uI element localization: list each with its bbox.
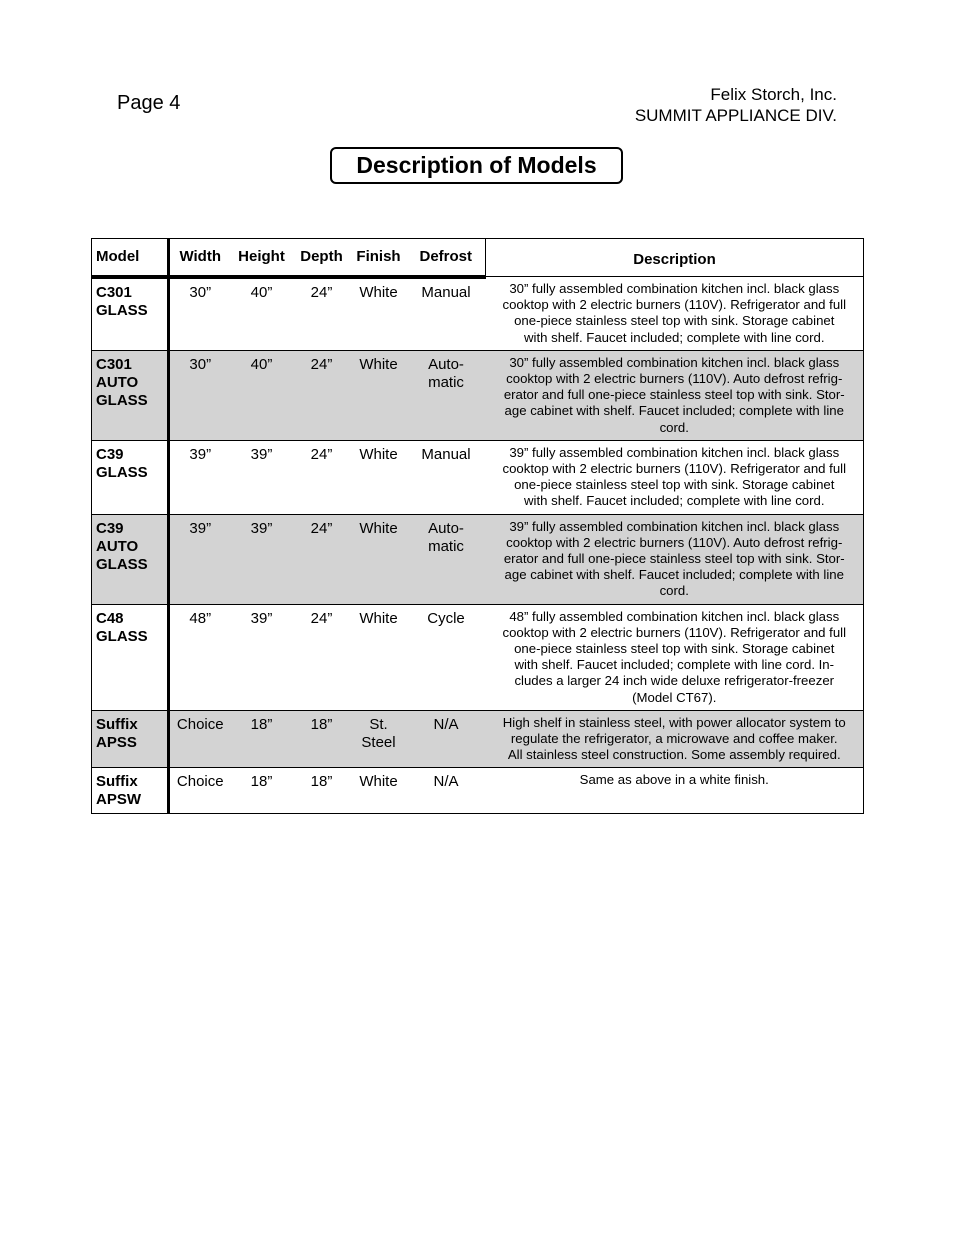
cell-model — [92, 277, 169, 351]
cell-description — [486, 768, 864, 814]
company-line-2: SUMMIT APPLIANCE DIV. — [634, 106, 837, 125]
company-line-1: Felix Storch, Inc. — [710, 85, 837, 104]
model-text: C39 — [96, 519, 124, 537]
cell-width — [169, 440, 231, 514]
model-text: GLASS — [96, 391, 148, 409]
description-text: regulate the refrigerator, a microwave and coffee maker. — [510, 731, 838, 747]
description-text: with shelf. Faucet included; complete with line cord. — [523, 493, 825, 509]
table-body — [92, 277, 864, 814]
description-text: erator and full one-piece stainless steel top with sink. Stor- — [503, 551, 845, 567]
cell-defrost — [407, 768, 486, 814]
cell-defrost — [407, 710, 486, 768]
width-text: 30” — [189, 355, 212, 373]
description-text: cooktop with 2 electric burners (110V). Refrigerator and full — [502, 624, 847, 640]
height-text: 39” — [250, 609, 273, 627]
height-text: 40” — [250, 355, 273, 373]
height-text: 18” — [250, 715, 273, 733]
column-header-depth: Depth — [293, 239, 351, 277]
width-text: 39” — [189, 445, 212, 463]
cell-finish — [351, 604, 407, 710]
cell-description — [486, 440, 864, 514]
column-header-finish: Finish — [351, 239, 407, 277]
model-text: C48 — [96, 609, 124, 627]
model-text: AUTO — [96, 373, 139, 391]
cell-depth — [293, 277, 351, 351]
cell-depth — [293, 604, 351, 710]
model-text: Suffix — [96, 715, 138, 733]
column-header-width: Width — [169, 239, 231, 277]
defrost-text: Manual — [421, 283, 471, 301]
cell-finish — [351, 277, 407, 351]
depth-text: 24” — [310, 609, 333, 627]
defrost-text: matic — [428, 373, 464, 391]
description-text: erator and full one-piece stainless steel top with sink. Stor- — [503, 387, 845, 403]
depth-text: 24” — [310, 519, 333, 537]
finish-text: St. — [369, 715, 388, 733]
description-text: cooktop with 2 electric burners (110V). Refrigerator and full — [502, 297, 847, 313]
description-text: one-piece stainless steel top with sink. Storage cabinet — [514, 477, 835, 493]
cell-model — [92, 440, 169, 514]
description-text: one-piece stainless steel top with sink. Storage cabinet — [514, 641, 835, 657]
height-text: 18” — [250, 773, 273, 791]
cell-depth — [293, 350, 351, 440]
width-text: Choice — [176, 715, 224, 733]
cell-width — [169, 768, 231, 814]
finish-text: White — [359, 773, 398, 791]
cell-height — [231, 768, 293, 814]
model-text: GLASS — [96, 627, 148, 645]
cell-height — [231, 710, 293, 768]
cell-depth — [293, 710, 351, 768]
cell-height — [231, 350, 293, 440]
cell-defrost — [407, 440, 486, 514]
finish-text: White — [359, 519, 398, 537]
table-row — [92, 350, 864, 440]
cell-finish — [351, 514, 407, 604]
description-text: cord. — [659, 583, 689, 599]
depth-text: 24” — [310, 283, 333, 301]
cell-defrost — [407, 514, 486, 604]
depth-text: 18” — [310, 773, 333, 791]
width-text: 30” — [189, 283, 212, 301]
width-text: Choice — [176, 773, 224, 791]
description-text: 30” fully assembled combination kitchen incl. black glass — [509, 281, 840, 296]
cell-height — [231, 514, 293, 604]
table-row — [92, 768, 864, 814]
cell-description — [486, 514, 864, 604]
model-text: C301 — [96, 283, 132, 301]
column-header-model: Model — [92, 239, 169, 277]
model-text: GLASS — [96, 463, 148, 481]
defrost-text: Manual — [421, 445, 471, 463]
description-text: 39” fully assembled combination kitchen incl. black glass — [509, 518, 840, 534]
cell-finish — [351, 768, 407, 814]
description-text: with shelf. Faucet included; complete with line cord. — [523, 329, 825, 345]
cell-description — [486, 710, 864, 768]
cell-description — [486, 604, 864, 710]
table-row — [92, 710, 864, 768]
finish-text: White — [359, 609, 398, 627]
description-text: 30” fully assembled combination kitchen incl. black glass — [509, 354, 840, 370]
finish-text: White — [359, 355, 398, 373]
cell-depth — [293, 440, 351, 514]
cell-model — [92, 514, 169, 604]
model-text: Suffix — [96, 773, 138, 791]
cell-finish — [351, 440, 407, 514]
model-text: GLASS — [96, 301, 148, 319]
model-text: C301 — [96, 355, 132, 373]
cell-width — [169, 710, 231, 768]
cell-width — [169, 350, 231, 440]
cell-height — [231, 440, 293, 514]
defrost-text: Auto- — [428, 355, 464, 373]
model-text: C39 — [96, 445, 124, 463]
cell-finish — [351, 710, 407, 768]
model-text: APSS — [96, 733, 137, 751]
page-number: Page 4 — [117, 92, 181, 114]
description-text: (Model CT67). — [632, 689, 717, 705]
column-header-description: Description — [486, 239, 864, 277]
cell-defrost — [407, 350, 486, 440]
finish-text: Steel — [361, 733, 396, 751]
defrost-text: N/A — [433, 773, 459, 791]
description-text: age cabinet with shelf. Faucet included; complete with line — [504, 567, 844, 583]
description-text: cooktop with 2 electric burners (110V). Auto defrost refrig- — [506, 534, 843, 550]
description-text: 39” fully assembled combination kitchen incl. black glass — [509, 444, 840, 460]
description-text: cludes a larger 24 inch wide deluxe refrigerator-freezer — [514, 673, 835, 689]
model-text: GLASS — [96, 555, 148, 573]
description-text: 48” fully assembled combination kitchen incl. black glass — [509, 608, 840, 624]
cell-defrost — [407, 277, 486, 351]
cell-depth — [293, 768, 351, 814]
cell-defrost — [407, 604, 486, 710]
cell-finish — [351, 350, 407, 440]
cell-description — [486, 277, 864, 351]
depth-text: 18” — [310, 715, 333, 733]
cell-height — [231, 604, 293, 710]
models-table — [91, 238, 864, 814]
finish-text: White — [359, 445, 398, 463]
table-row — [92, 514, 864, 604]
cell-width — [169, 277, 231, 351]
description-text: Same as above in a white finish. — [579, 772, 769, 788]
depth-text: 24” — [310, 355, 333, 373]
cell-model — [92, 710, 169, 768]
description-text: High shelf in stainless steel, with power allocator system to — [502, 714, 846, 730]
cell-height — [231, 277, 293, 351]
cell-width — [169, 514, 231, 604]
description-text: age cabinet with shelf. Faucet included; complete with line — [504, 403, 844, 419]
description-text: with shelf. Faucet included; complete with line cord. In- — [514, 657, 835, 673]
cell-model — [92, 768, 169, 814]
finish-text: White — [359, 283, 398, 301]
height-text: 39” — [250, 519, 273, 537]
table-header-row — [92, 239, 864, 277]
description-text: cooktop with 2 electric burners (110V). Refrigerator and full — [502, 461, 847, 477]
height-text: 39” — [250, 445, 273, 463]
width-text: 48” — [189, 609, 212, 627]
width-text: 39” — [189, 519, 212, 537]
table-row — [92, 277, 864, 351]
table-row — [92, 440, 864, 514]
description-text: one-piece stainless steel top with sink. Storage cabinet — [514, 313, 835, 329]
cell-model — [92, 350, 169, 440]
depth-text: 24” — [310, 445, 333, 463]
cell-model — [92, 604, 169, 710]
description-text: cord. — [659, 419, 689, 435]
defrost-text: Auto- — [428, 519, 464, 537]
model-text: AUTO — [96, 537, 139, 555]
cell-width — [169, 604, 231, 710]
company-name — [635, 84, 837, 126]
model-text: APSW — [96, 791, 141, 809]
defrost-text: Cycle — [427, 609, 465, 627]
cell-depth — [293, 514, 351, 604]
table-row — [92, 604, 864, 710]
description-text: cooktop with 2 electric burners (110V). Auto defrost refrig- — [506, 371, 843, 387]
page-title: Description of Models — [330, 147, 623, 184]
column-header-defrost: Defrost — [407, 239, 486, 277]
cell-description — [486, 350, 864, 440]
defrost-text: N/A — [433, 715, 459, 733]
height-text: 40” — [250, 283, 273, 301]
column-header-height: Height — [231, 239, 293, 277]
defrost-text: matic — [428, 537, 464, 555]
description-text: All stainless steel construction. Some assembly required. — [507, 747, 841, 763]
